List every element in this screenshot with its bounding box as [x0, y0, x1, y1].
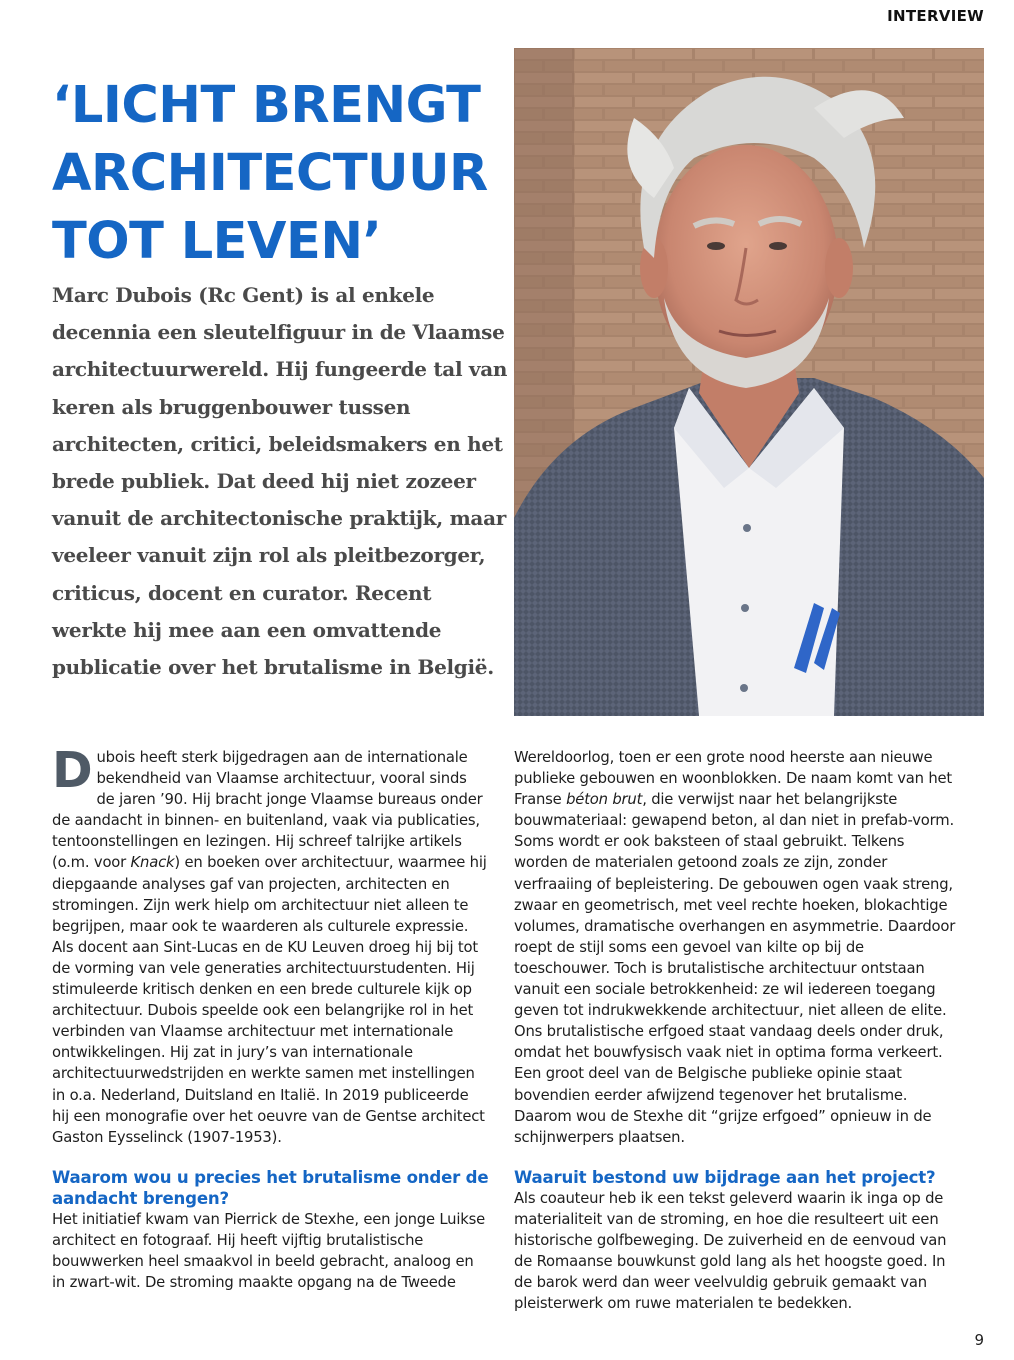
answer-paragraph-1: Het initiatief kwam van Pierrick de Stexhe, een jonge Luikse architect en fotograaf. Hij heeft vijftig brutalistische bouwwerken heel smaakvol in beeld gebracht, analoog en in zwart-wit. De stroming maakte opgang na de Tweede	[52, 1210, 486, 1292]
body-column-right	[514, 747, 962, 1314]
answer-paragraph-1-continued: Wereldoorlog, toen er een grote nood heerste aan nieuwe publieke gebouwen en woonblokken. De naam komt van het Franse béton brut, die verwijst naar het belangrijkste bouwmateriaal: gewapend beton, al dan niet in prefab-vorm. Soms wordt er ook baksteen of staal gebruikt. Telkens worden de materialen getoond zoals ze zijn, zonder verfraaiing of bepleistering. De gebouwen ogen vaak streng, zwaar en geometrisch, met veel rechte hoeken, blokachtige volumes, dramatische overhangen en asymmetrie. Daardoor roept de stijl soms een gevoel van kilte op bij de toeschouwer. Toch is brutalistische architectuur ontstaan vanuit een sociale betrokkenheid: ze wil iedereen toegang geven tot indrukwekkende architectuur, niet alleen de elite. Ons brutalistische erfgoed staat vandaag deels onder druk, omdat het bouwfysisch vaak niet in optima forma verkeert. Een groot deel van de Belgische publieke opinie staat bovendien eerder afwijzend tegenover het brutalisme. Daarom wou de Stexhe dit “grijze erfgoed” opnieuw in de schijnwerpers plaatsen.	[514, 749, 956, 1146]
drop-cap: D	[52, 742, 93, 799]
portrait-illustration	[514, 48, 984, 716]
answer-paragraph-2: Als coauteur heb ik een tekst geleverd waarin ik inga op de materialiteit van de stroming, en hoe die resulteert uit een historische golfbeweging. De zuiverheid en de eenvoud van de Romaanse bouwkunst gold lang als het hoogste goed. In de barok werd dan weer veelvuldig gebruik gemaakt van pleisterwerk om ruwe materialen te bedekken.	[514, 1189, 947, 1313]
article-lead: Marc Dubois (Rc Gent) is al enkele decennia een sleutelfiguur in de Vlaamse architectuurwereld. Hij fungeerde tal van keren als bruggenbouwer tussen architecten, critici, beleidsmakers en het brede publiek. Dat deed hij niet zozeer vanuit de architectonische praktijk, maar veeleer vanuit zijn rol als pleitbezorger, criticus, docent en curator. Recent werkte hij mee aan een omvattende publicatie over het brutalisme in België.	[52, 283, 508, 680]
portrait-photo	[514, 48, 984, 716]
section-label: INTERVIEW	[887, 7, 984, 25]
body-column-left	[52, 742, 489, 1293]
question-heading-1: Waarom wou u precies het brutalisme onder de aandacht brengen?	[52, 1167, 489, 1208]
intro-paragraph: Dubois heeft sterk bijgedragen aan de internationale bekendheid van Vlaamse architectuur, vooral sinds de jaren ’90. Hij bracht jonge Vlaamse bureaus onder de aandacht in binnen- en buitenland, vaak via publicaties, tentoonstellingen en lezingen. Hij schreef talrijke artikels (o.m. voor Knack) en boeken over architectuur, waarmee hij diepgaande analyses gaf van projecten, architecten en stromingen. Zijn werk hielp om architectuur niet alleen te begrijpen, maar ook te waarderen als culturele expressie. Als docent aan Sint-Lucas en de KU Leuven droeg hij bij tot de vorming van vele generaties architectuurstudenten. Hij stimuleerde kritisch denken en een brede culturele kijk op architectuur. Dubois speelde ook een belangrijke rol in het verbinden van Vlaamse architectuur met internationale ontwikkelingen. Hij zat in jury’s van internationale architectuurwedstrijden en werkte samen met instellingen in o.a. Nederland, Duitsland en Italië. In 2019 publiceerde hij een monografie over het oeuvre van de Gentse architect Gaston Eysselinck (1907-1953).	[52, 742, 487, 1146]
question-heading-2: Waaruit bestond uw bijdrage aan het project?	[514, 1167, 936, 1187]
page-number: 9	[974, 1331, 984, 1349]
article-title: ‘LICHT BRENGT ARCHITECTUUR TOT LEVEN’	[52, 76, 488, 271]
